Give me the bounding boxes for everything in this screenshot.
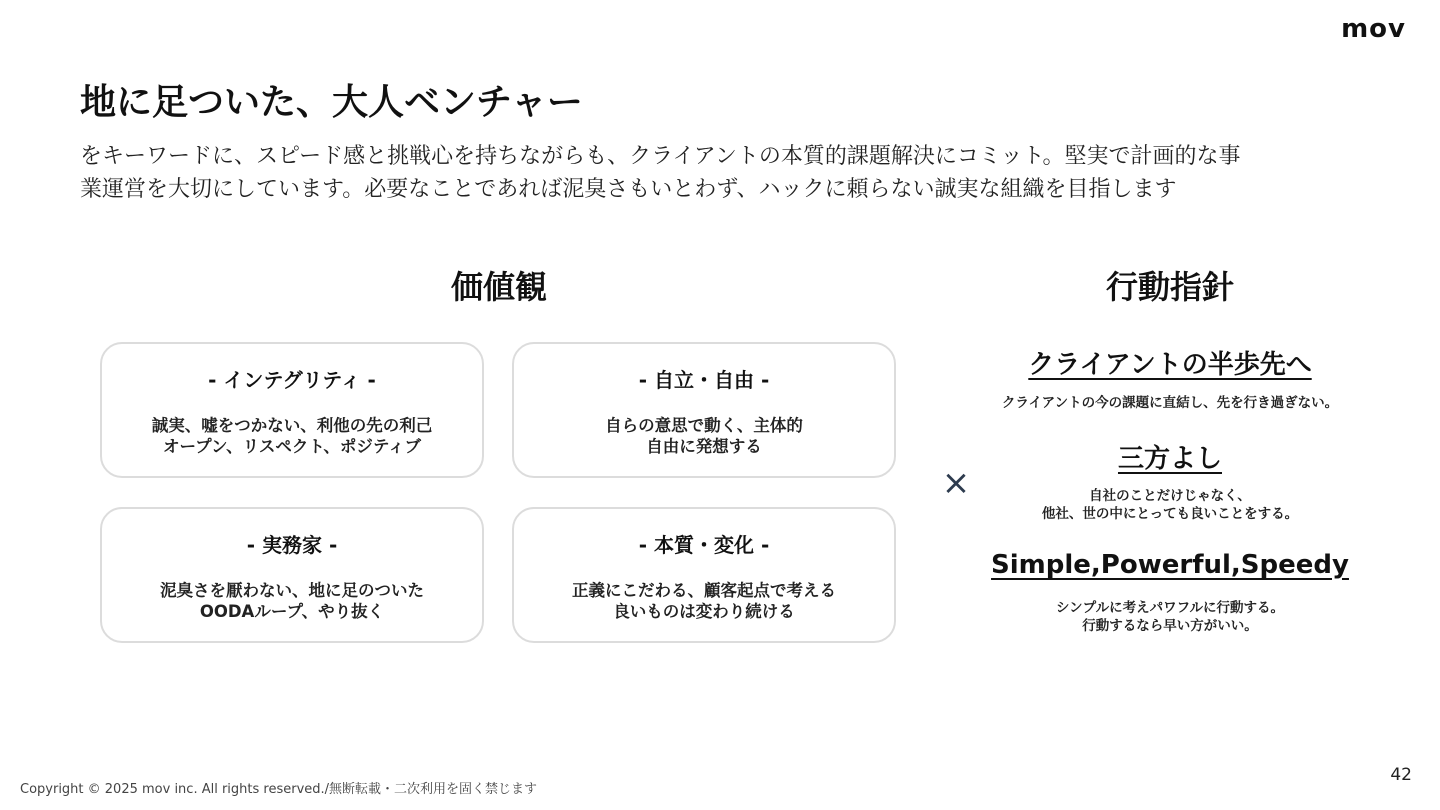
- guideline-desc-simple-powerful-speedy: [960, 599, 1380, 635]
- cross-icon: ×: [941, 463, 971, 503]
- guideline-title-client: クライアントの半歩先へ: [1028, 350, 1312, 380]
- value-card-title: - 自立・自由 -: [638, 368, 770, 392]
- guideline-title-sanpo-yoshi: 三方よし: [1117, 444, 1222, 474]
- value-card-title: - 実務家 -: [246, 533, 338, 557]
- guideline-desc-sanpo-yoshi: [960, 487, 1380, 523]
- value-card-line: 良いものは変わり続ける: [613, 602, 795, 621]
- value-card-line: オープン、リスペクト、ポジティブ: [162, 437, 422, 456]
- value-card-essence-change: [512, 507, 896, 643]
- lead-line-1: をキーワードに、スピード感と挑戦心を持ちながらも、クライアントの本質的課題解決にコミット。堅実で計画的な事: [80, 144, 1241, 169]
- value-card-body: [102, 580, 482, 622]
- value-card-title: - 本質・変化 -: [638, 533, 770, 557]
- guideline-desc-line: クライアントの今の課題に直結し、先を行き過ぎない。: [1001, 395, 1339, 411]
- value-card-practitioner: [100, 507, 484, 643]
- value-card-line: 泥臭さを厭わない、地に足のついた: [160, 581, 424, 600]
- guideline-desc-line: 他社、世の中にとっても良いことをする。: [1041, 506, 1299, 522]
- lead-text: [80, 140, 1370, 206]
- value-card-title: - インテグリティ -: [208, 368, 376, 392]
- page-number: 42: [1390, 765, 1412, 785]
- copyright-text: Copyright © 2025 mov inc. All rights reserved./無断転載・二次利用を固く禁じます: [20, 782, 538, 797]
- guideline-desc-line: 自社のことだけじゃなく、: [1089, 488, 1251, 504]
- value-card-line: 誠実、嘘をつかない、利他の先の利己: [151, 416, 433, 435]
- value-card-body: [514, 415, 894, 457]
- lead-line-2: 業運営を大切にしています。必要なことであれば泥臭さもいとわず、ハックに頼らない誠実な組織を目指します: [80, 177, 1177, 202]
- value-card-line: 自由に発想する: [646, 437, 762, 456]
- value-card-body: [514, 580, 894, 622]
- value-card-line: 正義にこだわる、顧客起点で考える: [572, 581, 836, 600]
- value-card-line: 自らの意思で動く、主体的: [605, 416, 803, 435]
- values-heading: 価値観: [450, 268, 547, 306]
- guidelines-heading: 行動指針: [1105, 268, 1234, 306]
- mov-logo: mov: [1341, 14, 1406, 44]
- page-title: 地に足ついた、大人ベンチャー: [80, 82, 583, 123]
- value-card-body: [102, 415, 482, 457]
- guideline-desc-line: 行動するなら早い方がいい。: [1082, 618, 1258, 634]
- guideline-desc-client: [960, 394, 1380, 412]
- value-card-autonomy: [512, 342, 896, 478]
- value-card-integrity: [100, 342, 484, 478]
- guideline-desc-line: シンプルに考えパワフルに行動する。: [1055, 600, 1285, 616]
- guideline-title-simple-powerful-speedy: Simple,Powerful,Speedy: [991, 550, 1349, 580]
- value-card-line: OODAループ、やり抜く: [199, 602, 385, 621]
